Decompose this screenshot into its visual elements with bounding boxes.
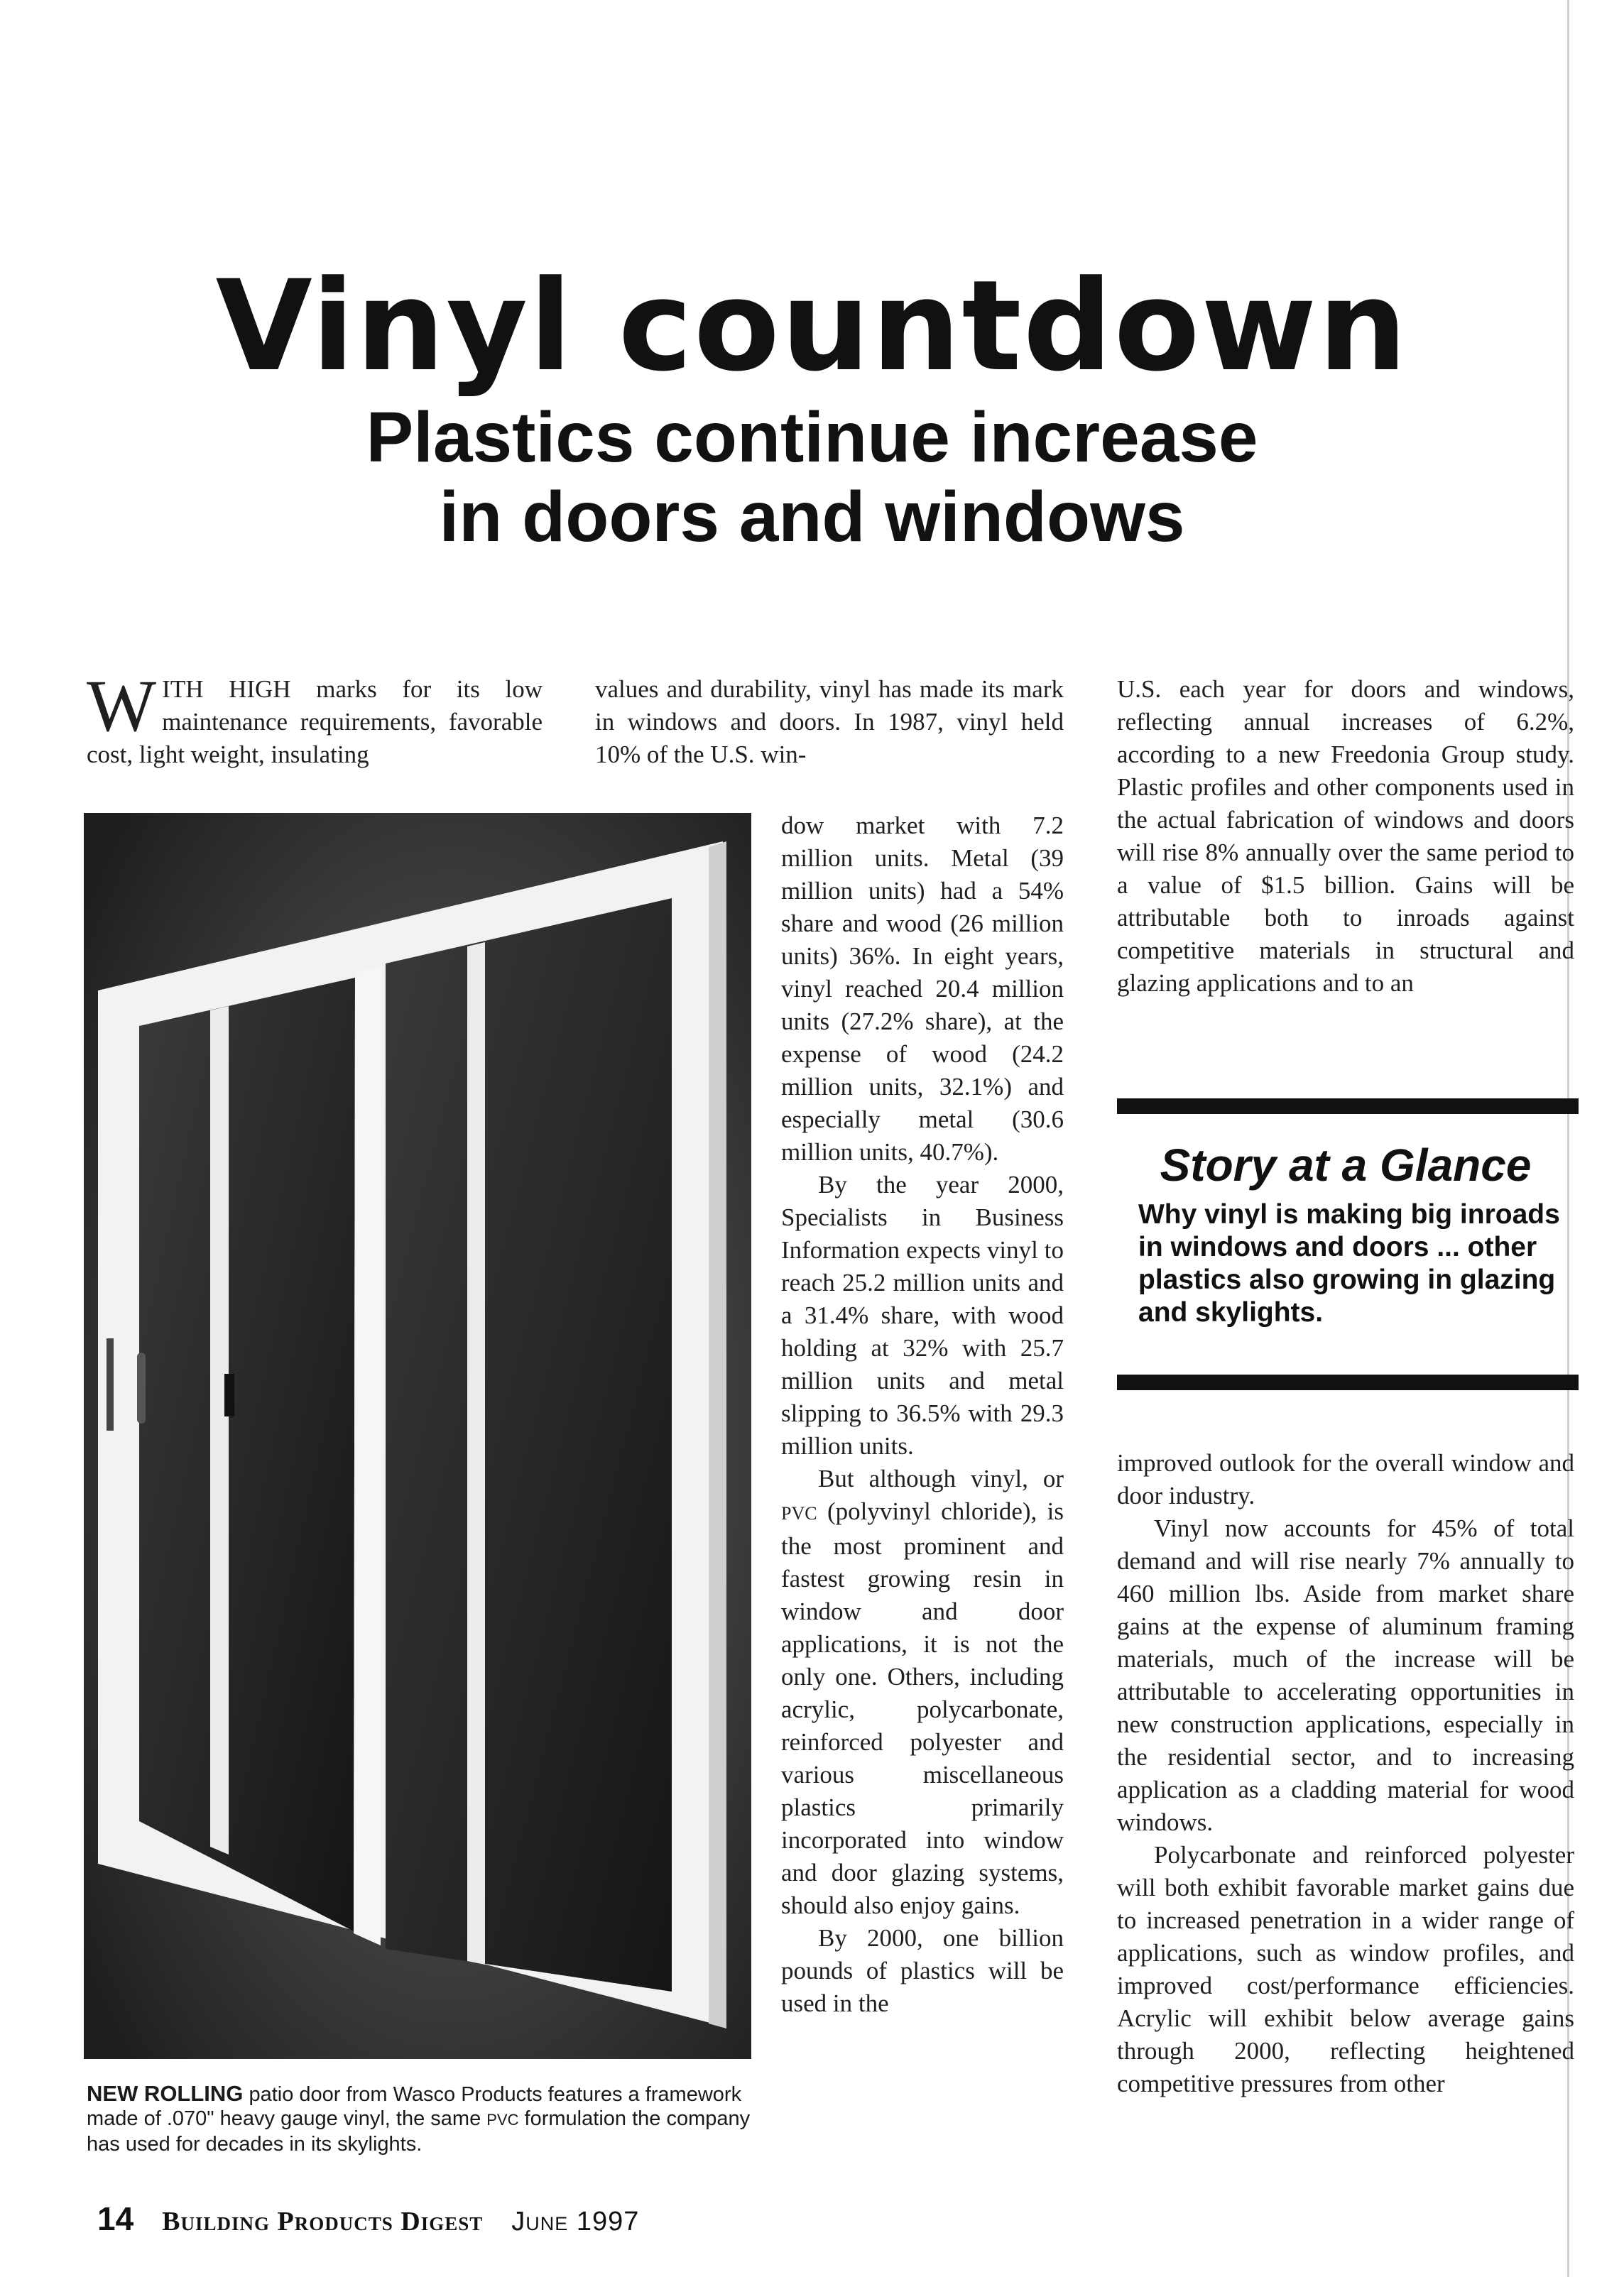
col2-p3-b: (polyvinyl chloride), is the most prominent and fastest growing resin in window and door applications, it is not the only one. Others, including acrylic, polycarbonate, reinforced polyester and various miscellaneous plastics primarily incorporated into window and door glazing systems, should also enjoy gains. — [781, 1497, 1064, 1919]
article-subtitle — [0, 398, 1624, 557]
col2-paragraph-4: By 2000, one billion pounds of plastics will be used in the — [781, 1924, 1064, 2017]
patio-door-illustration — [84, 813, 751, 2059]
subtitle-line-1: Plastics continue increase — [366, 398, 1258, 477]
col2-paragraph-1: dow market with 7.2 million units. Metal (39 million units) had a 54% share and wood (26 million units) 36%. In eight years, vinyl reached 20.4 million units (27.2% share), at the expense of wood (24.2 million units, 32.1%) and especially metal (30.6 million units, 40.7%). — [781, 812, 1064, 1166]
caption-lead: NEW ROLLING — [87, 2081, 244, 2106]
caption-text-b: formulation the company has used for decades in its skylights. — [87, 2107, 751, 2156]
issue-date: June 1997 — [511, 2207, 640, 2237]
column-3-top — [1117, 673, 1574, 1000]
caption-pvc: PVC — [486, 2111, 519, 2129]
lead-smallcaps: ITH HIGH — [162, 675, 291, 703]
photo-caption — [87, 2082, 754, 2156]
col2-paragraph-2: By the year 2000, Specialists in Business Information expects vinyl to reach 25.2 million units and a 31.4% share, with wood holding at 32% with 25.7 million units and metal slipping to 36.5% with 29.3 million units. — [781, 1171, 1064, 1460]
col2-paragraph-3 — [781, 1463, 1064, 1922]
glance-bottom-rule — [1117, 1375, 1579, 1390]
col2-p3-pvc: PVC — [781, 1503, 817, 1524]
lead-paragraph — [87, 665, 543, 771]
subtitle-line-2: in doors and windows — [439, 477, 1185, 557]
article-title: Vinyl countdown — [215, 253, 1409, 399]
column-2-body — [781, 809, 1064, 2020]
col2-top-text: values and durability, vinyl has made its mark in windows and doors. In 1987, vinyl held 10% of the U.S. win- — [595, 675, 1064, 768]
magazine-name: Building Products Digest — [162, 2207, 484, 2237]
caption-text-a: patio door from Wasco Products features a framework made of .070" heavy gauge vinyl, the same — [87, 2083, 742, 2130]
column-3-body — [1117, 1447, 1574, 2100]
col3-paragraph-1: improved outlook for the overall window and door industry. — [1117, 1449, 1574, 1509]
glance-title: Story at a Glance — [1160, 1140, 1532, 1191]
drop-cap: W — [87, 665, 157, 747]
col3-top-text: U.S. each year for doors and windows, reflecting annual increases of 6.2%, according to a new Freedonia Group study. Plastic profiles and other components used in the actual fabrication of windows and doors will rise 8% annually over the same period to a value of $1.5 billion. Gains will be attributable both to inroads against competitive materials in structural and glazing applications and to an — [1117, 675, 1574, 997]
glance-top-rule — [1117, 1098, 1579, 1114]
patio-door-photo — [84, 813, 751, 2059]
glance-text: Why vinyl is making big inroads in windows and doors ... other plastics also growing in glazing and skylights. — [1138, 1199, 1560, 1328]
col3-paragraph-2: Vinyl now accounts for 45% of total demand and will rise nearly 7% annually to 460 million lbs. Aside from market share gains at the expense of aluminum framing materials, much of the increase will be attributable to accelerating opportunities in new construction applications, especially in the residential sector, and to increasing application as a cladding material for wood windows. — [1117, 1514, 1574, 1836]
page-footer — [97, 2200, 639, 2242]
column-2-top — [595, 673, 1064, 771]
lead-text: marks for its low maintenance requirements, favorable cost, light weight, insulating — [87, 675, 543, 768]
col3-paragraph-3: Polycarbonate and reinforced polyester will both exhibit favorable market gains due to increased penetration in a wider range of applications, such as window profiles, and improved cost/performance efficiencies. Acrylic will exhibit below average gains through 2000, reflecting heightened competitive pressures from other — [1117, 1841, 1574, 2097]
col2-p3-a: But although vinyl, or — [818, 1465, 1064, 1492]
page-number: 14 — [97, 2200, 134, 2237]
